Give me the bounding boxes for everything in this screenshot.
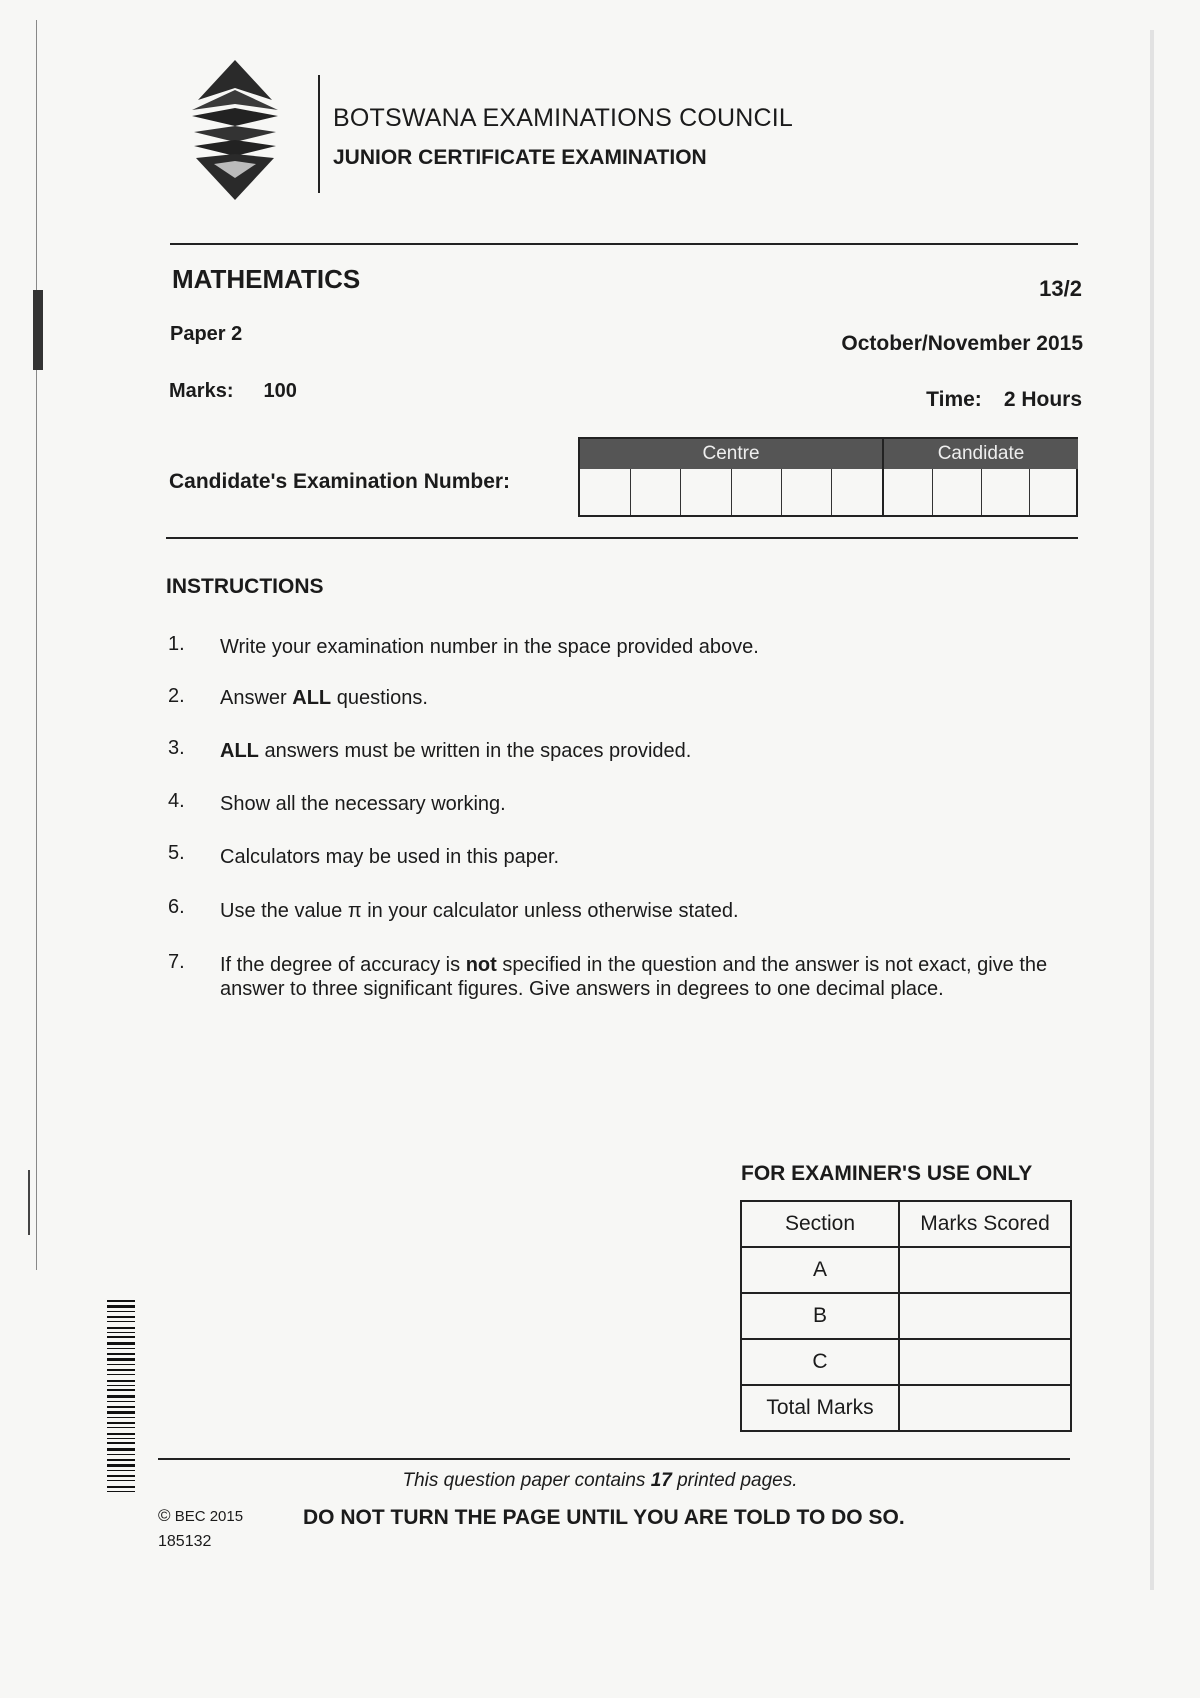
marks-cell[interactable] [899,1339,1071,1385]
instruction-number: 7. [168,951,185,973]
header-divider [318,75,320,193]
council-name: BOTSWANA EXAMINATIONS COUNCIL [333,104,794,132]
marks-value: 100 [263,380,297,402]
grid-cell-line [731,469,732,515]
instruction-item: If the degree of accuracy is not specified in the question and the answer is not exact, give the answer to three significant figures. Give answers in degrees to one decimal place. [220,954,1048,1000]
instruction-item: Calculators may be used in this paper. [220,846,560,868]
copyright: © BEC 2015 [158,1506,244,1525]
table-header-row [741,1201,1071,1247]
table-row [741,1339,1071,1385]
exam-duration [926,388,1082,412]
table-row [741,1385,1071,1431]
do-not-turn-warning: DO NOT TURN THE PAGE UNTIL YOU ARE TOLD TO DO SO. [303,1506,905,1529]
grid-cell-line [781,469,782,515]
grid-cell-line [932,469,933,515]
exam-session: October/November 2015 [841,332,1083,355]
scan-mark [33,290,43,370]
examiner-use-title: FOR EXAMINER'S USE ONLY [741,1162,1033,1185]
table-row [741,1293,1071,1339]
candidate-number-label: Candidate's Examination Number: [169,470,511,493]
time-value: 2 Hours [1003,388,1082,411]
section-cell: C [741,1339,899,1385]
instructions-title: INSTRUCTIONS [166,575,324,598]
marks-cell[interactable] [899,1385,1071,1431]
grid-cell-line [981,469,982,515]
marks-cell[interactable] [899,1247,1071,1293]
instruction-item: ALL answers must be written in the spaces provided. [220,740,692,762]
top-rule [170,243,1078,245]
section-column-header: Section [741,1201,899,1247]
mid-rule [166,537,1078,539]
instruction-item: Write your examination number in the space provided above. [220,636,759,658]
exam-number-grid [578,437,1078,517]
exam-title: JUNIOR CERTIFICATE EXAMINATION [333,146,707,169]
marks-cell[interactable] [899,1293,1071,1339]
serial-number: 185132 [158,1533,212,1550]
time-label: Time: [926,388,982,411]
bottom-rule [158,1458,1070,1460]
marks-column-header: Marks Scored [899,1201,1071,1247]
barcode-icon [107,1300,135,1495]
instruction-item: Answer ALL questions. [220,687,428,709]
grid-cell-line [630,469,631,515]
section-cell: Total Marks [741,1385,899,1431]
section-cell: A [741,1247,899,1293]
instruction-number: 2. [168,685,185,707]
paper-number: Paper 2 [170,323,243,345]
table-row [741,1247,1071,1293]
grid-cell-line [1029,469,1030,515]
total-marks [169,380,297,403]
marks-label: Marks: [169,380,234,402]
instruction-item: Show all the necessary working. [220,793,506,815]
grid-separator [882,439,884,515]
page-count-note: This question paper contains 17 printed pages. [402,1470,798,1491]
instruction-item: Use the value π in your calculator unless otherwise stated. [220,900,739,922]
bec-logo-icon [190,60,280,200]
instruction-number: 4. [168,790,185,812]
centre-header: Centre [580,439,882,469]
section-cell: B [741,1293,899,1339]
scan-mark [28,1170,30,1235]
examiner-marks-table [740,1200,1072,1432]
instruction-number: 3. [168,737,185,759]
instruction-number: 5. [168,842,185,864]
candidate-header: Candidate [884,439,1078,469]
instruction-number: 1. [168,633,185,655]
scan-edge-shadow [1150,30,1154,1590]
paper-code: 13/2 [1039,276,1082,301]
instruction-number: 6. [168,896,185,918]
grid-cell-line [680,469,681,515]
subject-title: MATHEMATICS [172,264,361,294]
grid-cell-line [831,469,832,515]
scan-margin-line [36,20,37,1270]
